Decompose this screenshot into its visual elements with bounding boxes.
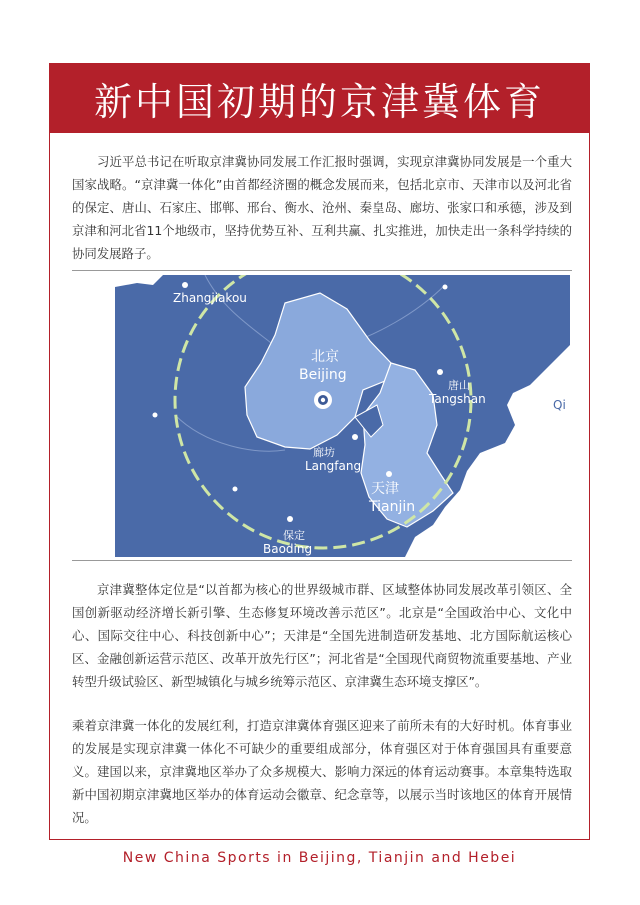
sports-paragraph: 乘着京津冀一体化的发展红利，打造京津冀体育强区迎来了前所未有的大好时机。体育事业的发展是实现京津冀一体化不可缺少的重要组成部分，体育强区对于体育强国具有重要意义。建国以来，京津冀地区举办了众多规模大、影响力深远的体育运动赛事。本章集特选取新中国初期京津冀地区举办的体育运动会徽章、纪念章等，以展示当时该地区的体育开展情况。 — [72, 718, 572, 825]
tangshan-dot — [437, 369, 443, 375]
tianjin-dot — [386, 471, 392, 477]
baoding-label-zh: 保定 — [283, 529, 305, 542]
city-dot — [443, 285, 448, 290]
divider-top — [72, 270, 572, 271]
page-title: 新中国初期的京津冀体育 — [93, 79, 545, 124]
baoding-label-en: Baoding — [263, 542, 313, 556]
beijing-label-en: Beijing — [299, 367, 347, 383]
region-map-svg — [115, 275, 570, 557]
tianjin-label-zh: 天津 — [371, 481, 399, 497]
beijing-label-zh: 北京 — [311, 349, 339, 365]
footer-caption: New China Sports in Beijing, Tianjin and Hebei — [122, 850, 517, 866]
langfang-label-zh: 廊坊 — [313, 446, 335, 459]
tianjin-label-en: Tianjin — [369, 499, 416, 515]
langfang-label-en: Langfang — [305, 459, 362, 473]
city-dot — [233, 487, 238, 492]
zhangjiakou-dot — [182, 282, 188, 288]
region-map — [115, 275, 570, 557]
city-dot — [153, 413, 158, 418]
beijing-marker-dot — [321, 398, 325, 402]
intro-paragraph: 习近平总书记在听取京津冀协同发展工作汇报时强调，实现京津冀协同发展是一个重大国家战略。“京津冀一体化”由首都经济圈的概念发展而来，包括北京市、天津市以及河北省的保定、唐山、石家庄、邯郸、邢台、衡水、沧州、秦皇岛、廊坊、张家口和承德，涉及到京津和河北省11个地级市，坚持优势互补、互利共赢、扎实推进，加快走出一条科学持续的协同发展路子。 — [72, 154, 572, 261]
langfang-dot — [352, 434, 358, 440]
baoding-dot — [287, 516, 293, 522]
title-banner — [49, 63, 590, 133]
positioning-paragraph: 京津冀整体定位是“以首都为核心的世界级城市群、区域整体协同发展改革引领区、全国创新驱动经济增长新引擎、生态修复环境改善示范区”。北京是“全国政治中心、文化中心、国际交往中心、科技创新中心”；天津是“全国先进制造研发基地、北方国际航运核心区、金融创新运营示范区、改革开放先行区”；河北省是“全国现代商贸物流重要基地、产业转型升级试验区、新型城镇化与城乡统筹示范区、京津冀生态环境支撑区”。 — [72, 582, 572, 689]
divider-bottom — [72, 560, 572, 561]
tangshan-label-en: Tangshan — [429, 392, 486, 406]
zhangjiakou-label: Zhangjiakou — [173, 291, 247, 305]
tangshan-label-zh: 唐山 — [448, 379, 470, 392]
qinhuangdao-label: Qi — [553, 398, 566, 412]
